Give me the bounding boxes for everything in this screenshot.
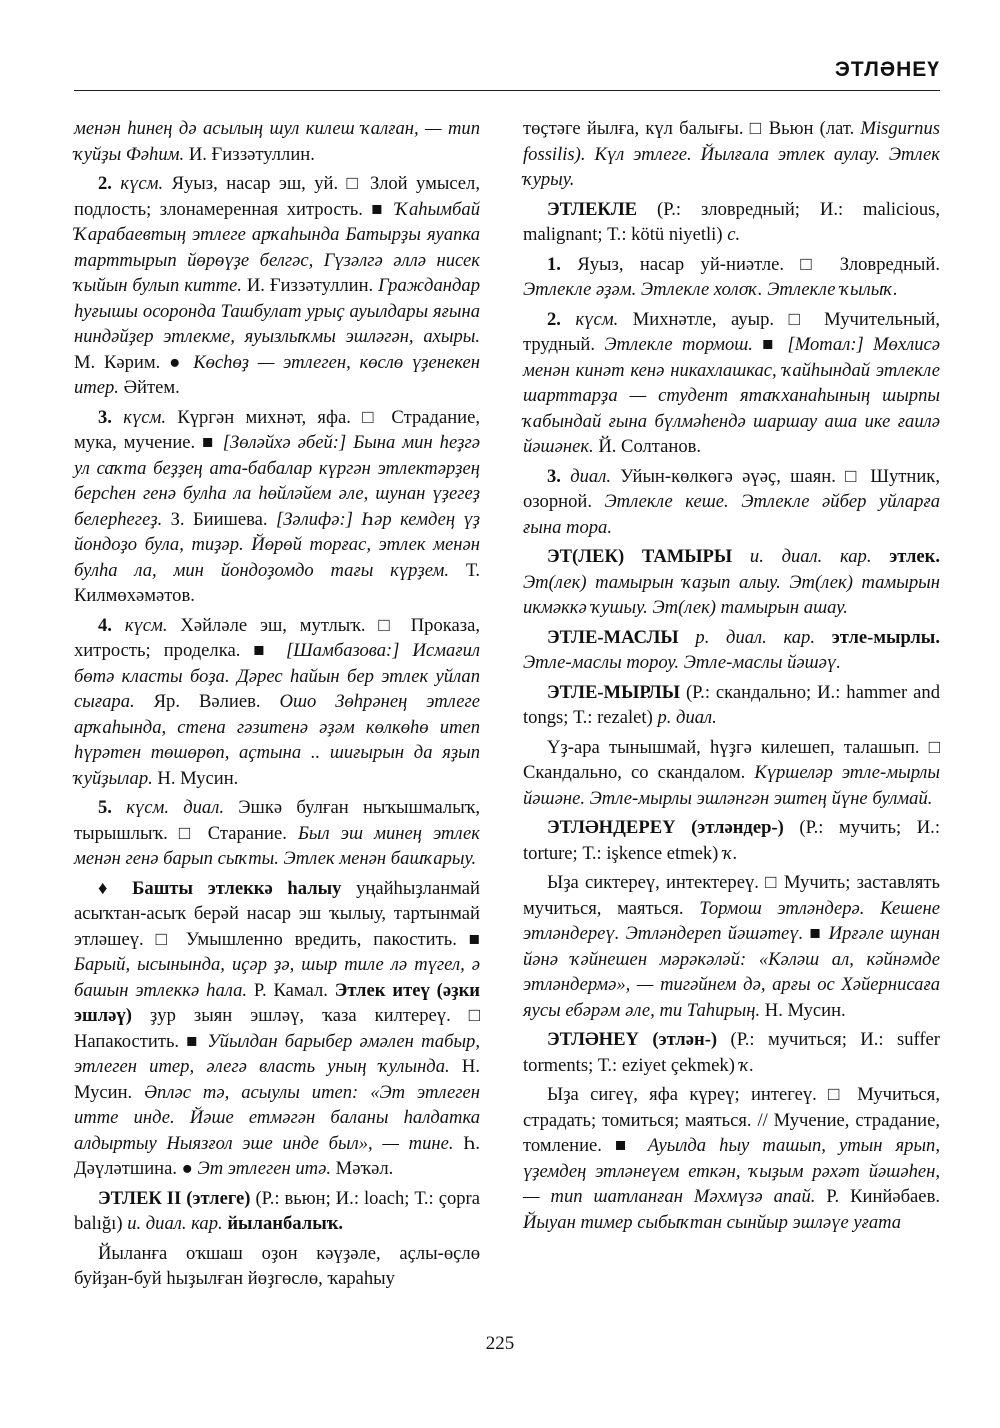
dictionary-paragraph: 3. күсм. Күргән михнәт, яфа. □ Страдание, мука, мучение. ■ [Зөләйхә әбей:] Бына мин һеҙгә ул саҡта беҙҙең ата-бабалар күргән этлектәрҙең берсһен генә булһа ла һөйләйем әле, шунан үҙегеҙ белерһегеҙ. З. Биишева. [Зәлифә:] Һәр кемдең үҙ йондоҙо була, тиҙәр. Йөрөй торғас, этлек менән булһа ла, мин йондоҙомдо тағы күрҙем. Т. Килмөхәмәтов.	[74, 406, 481, 606]
left-column	[74, 116, 480, 1296]
dictionary-paragraph: ЭТЛӘНЕҮ (этлән-) (Р.: мучиться; И.: suffer torments; Т.: eziyet çekmek) ҡ.	[523, 1029, 941, 1076]
header-rule	[74, 90, 940, 91]
dictionary-paragraph: ЭТЛЕ-МЫРЛЫ (Р.: скандально; И.: hammer and tongs; Т.: rezalet) р. диал.	[523, 681, 940, 728]
dictionary-paragraph: менән һинең дә асылың шул килеш ҡалған, — тип ҡуйҙы Фәһим. И. Ғиззәтуллин.	[74, 118, 480, 165]
dictionary-paragraph: ЭТЛЕ-МАСЛЫ р. диал. кар. этле-мырлы. Этле-маслы тороу. Этле-маслы йәшәү.	[523, 626, 940, 673]
dictionary-paragraph: 4. күсм. Хәйләле эш, мутлыҡ. □ Проказа, хитрость; проделка. ■ [Шамбазова:] Исмағил бөтә класты боҙа. Дәрес һайын бер этлек уйлап сығара. Яр. Вәлиев. Ошо Зөһрәнең этлеге арҡаһында, стена гәзитенә әҙәм көлкөһө итеп һүрәтен төшөрөп, аҫтына .. шиғырын да яҙып ҡуйҙылар. Н. Мусин.	[74, 614, 481, 789]
dictionary-paragraph: төҫтәге йылға, күл балығы. □ Вьюн (лат. Misgurnus fossilis). Күл этлеге. Йылғала этлек аулау. Этлек ҡурыу.	[523, 118, 940, 190]
dictionary-paragraph: 2. күсм. Михнәтле, ауыр. □ Мучительный, трудный. Этлекле тормош. ■ [Мотал:] Мөхлисә менән кинәт кенә никахлашкас, ҡайһындай этлекле шарттарҙа — студент ятаҡханаһының шырпы ҡабындай ғына бүлмәһендә шаршау аша ике ғаилә йәшәнек. Й. Солтанов.	[523, 308, 941, 457]
dictionary-paragraph: ЭТ(ЛЕК) ТАМЫРЫ и. диал. кар. этлек. Эт(лек) тамырын ҡаҙып алыу. Эт(лек) тамырын икмәккә ҡушыу. Эт(лек) тамырын ашау.	[523, 546, 940, 618]
dictionary-paragraph: 5. күсм. диал. Эшкә булған ныҡышмалыҡ, тырышлыҡ. □ Старание. Был эш минең этлек менән генә барып сыҡты. Этлек менән башҡарыу.	[74, 797, 480, 869]
dictionary-paragraph: Ыҙа сиктереү, интектереү. □ Мучить; заставлять мучиться, маяться. Тормош этләндерә. Кешене этләндереү. Этләндереп йәшәтеү. ■ Ирғәле шунан йәнә ҡәйнешен мәрәкәләй: «Кәләш ал, кәйнәмде этләндермә», — тигәйнем дә, арғы ос Хәйернисаға яусы ебәрәм әле, ти Таһирың. Н. Мусин.	[523, 872, 940, 1021]
dictionary-paragraph: 2. күсм. Яуыз, насар эш, уй. □ Злой умысел, подлость; злонамеренная хитрость. ■ Ҡаһымбай Ҡарабаевтың этлеге арҡаһында Батырҙы яуапка тарттырып йөрөүҙе белгәс, Гүзәлгә әллә нисек ҡыйын булып китте. И. Ғиззәтуллин. Граждандар һуғышы осоронда Ташбулат урыҫ ауылдары яғына ниндәйҙер этлекме, яуызлыҡмы эшләгән, ахыры. М. Кәрим. ● Көсһөҙ — этлеген, көслө үҙенекен итер. Әйтем.	[74, 173, 480, 398]
dictionary-paragraph: Йыланға оҡшаш оҙон кәүҙәле, аҫлы-өҫлө буйҙан-буй һыҙылған йөҙгөслө, ҡараһыу	[74, 1242, 480, 1289]
dictionary-paragraph: Үҙ-ара тынышмай, һүҙгә килешеп, талашып. □ Скандально, со скандалом. Күршеләр этле-мырлы йәшәне. Этле-мырлы эшләнгән эштең йүне булмай.	[523, 736, 940, 809]
dictionary-paragraph: 1. Яуыз, насар уй-ниәтле. □ Зловредный. Этлекле әҙәм. Этлекле холоҡ. Этлекле ҡылыҡ.	[523, 253, 940, 300]
dictionary-paragraph: ♦ Башты этлеккә һалыу уңайһыҙланмай асыҡтан-асыҡ берәй насар эш ҡылыу, тартынмай этләшеү. □ Умышленно вредить, пакостить. ■ Барый, ысынында, иҫәр ҙә, шыр тиле лә түгел, ә башын этлеккә һала. Р. Камал. Этлек итеү (әҙки эшләү) ҙур зыян эшләү, ҡаза килтереү. □ Напакостить. ■ Уйылдан барыбер әмәлен табыр, этлеген итер, әлегә власть уның ҡулында. Н. Мусин. Әпләс тә, асыулы итеп: «Эт этлеген итте инде. Йәше етмәгән баланы һалдатка алдыртыу Ныязғол эше инде был», — тине. Һ. Дәүләтшина. ● Эт этлеген итә. Мәҡәл.	[74, 877, 480, 1179]
right-column	[523, 116, 940, 1239]
dictionary-paragraph: ЭТЛЕКЛЕ (Р.: зловредный; И.: malicious, malignant; Т.: kötü niyetli) с.	[523, 198, 940, 245]
dictionary-paragraph: 3. диал. Уйын-көлкөгә әүәҫ, шаян. □ Шутник, озорной. Этлекле кеше. Этлекле әйбер уйларға ғына тора.	[523, 465, 940, 538]
dictionary-paragraph: ЭТЛЕК II (этлеге) (Р.: вьюн; И.: loach; Т.: çopra balığı) и. диал. кар. йыланбалыҡ.	[74, 1187, 480, 1234]
dictionary-paragraph: Ыҙа сигеү, яфа күреү; интегеү. □ Мучиться, страдать; томиться; маяться. // Мучение, страдание, томление. ■ Ауылда һыу ташып, утын ярып, үҙемдең этләнеүем еткән, ҡыҙым рәхәт йәшәһен, — тип шатланған Мәхмүзә апай. Р. Кинйәбаев. Йыуан тимер сыбыҡтан сынйыр эшләүе уғата	[523, 1084, 940, 1233]
page-number: 225	[485, 1333, 515, 1354]
dictionary-paragraph: ЭТЛӘНДЕРЕҮ (этләндер-) (Р.: мучить; И.: torture; Т.: işkence etmek) ҡ.	[523, 817, 940, 864]
running-head: ЭТЛӘНЕҮ	[834, 58, 940, 81]
